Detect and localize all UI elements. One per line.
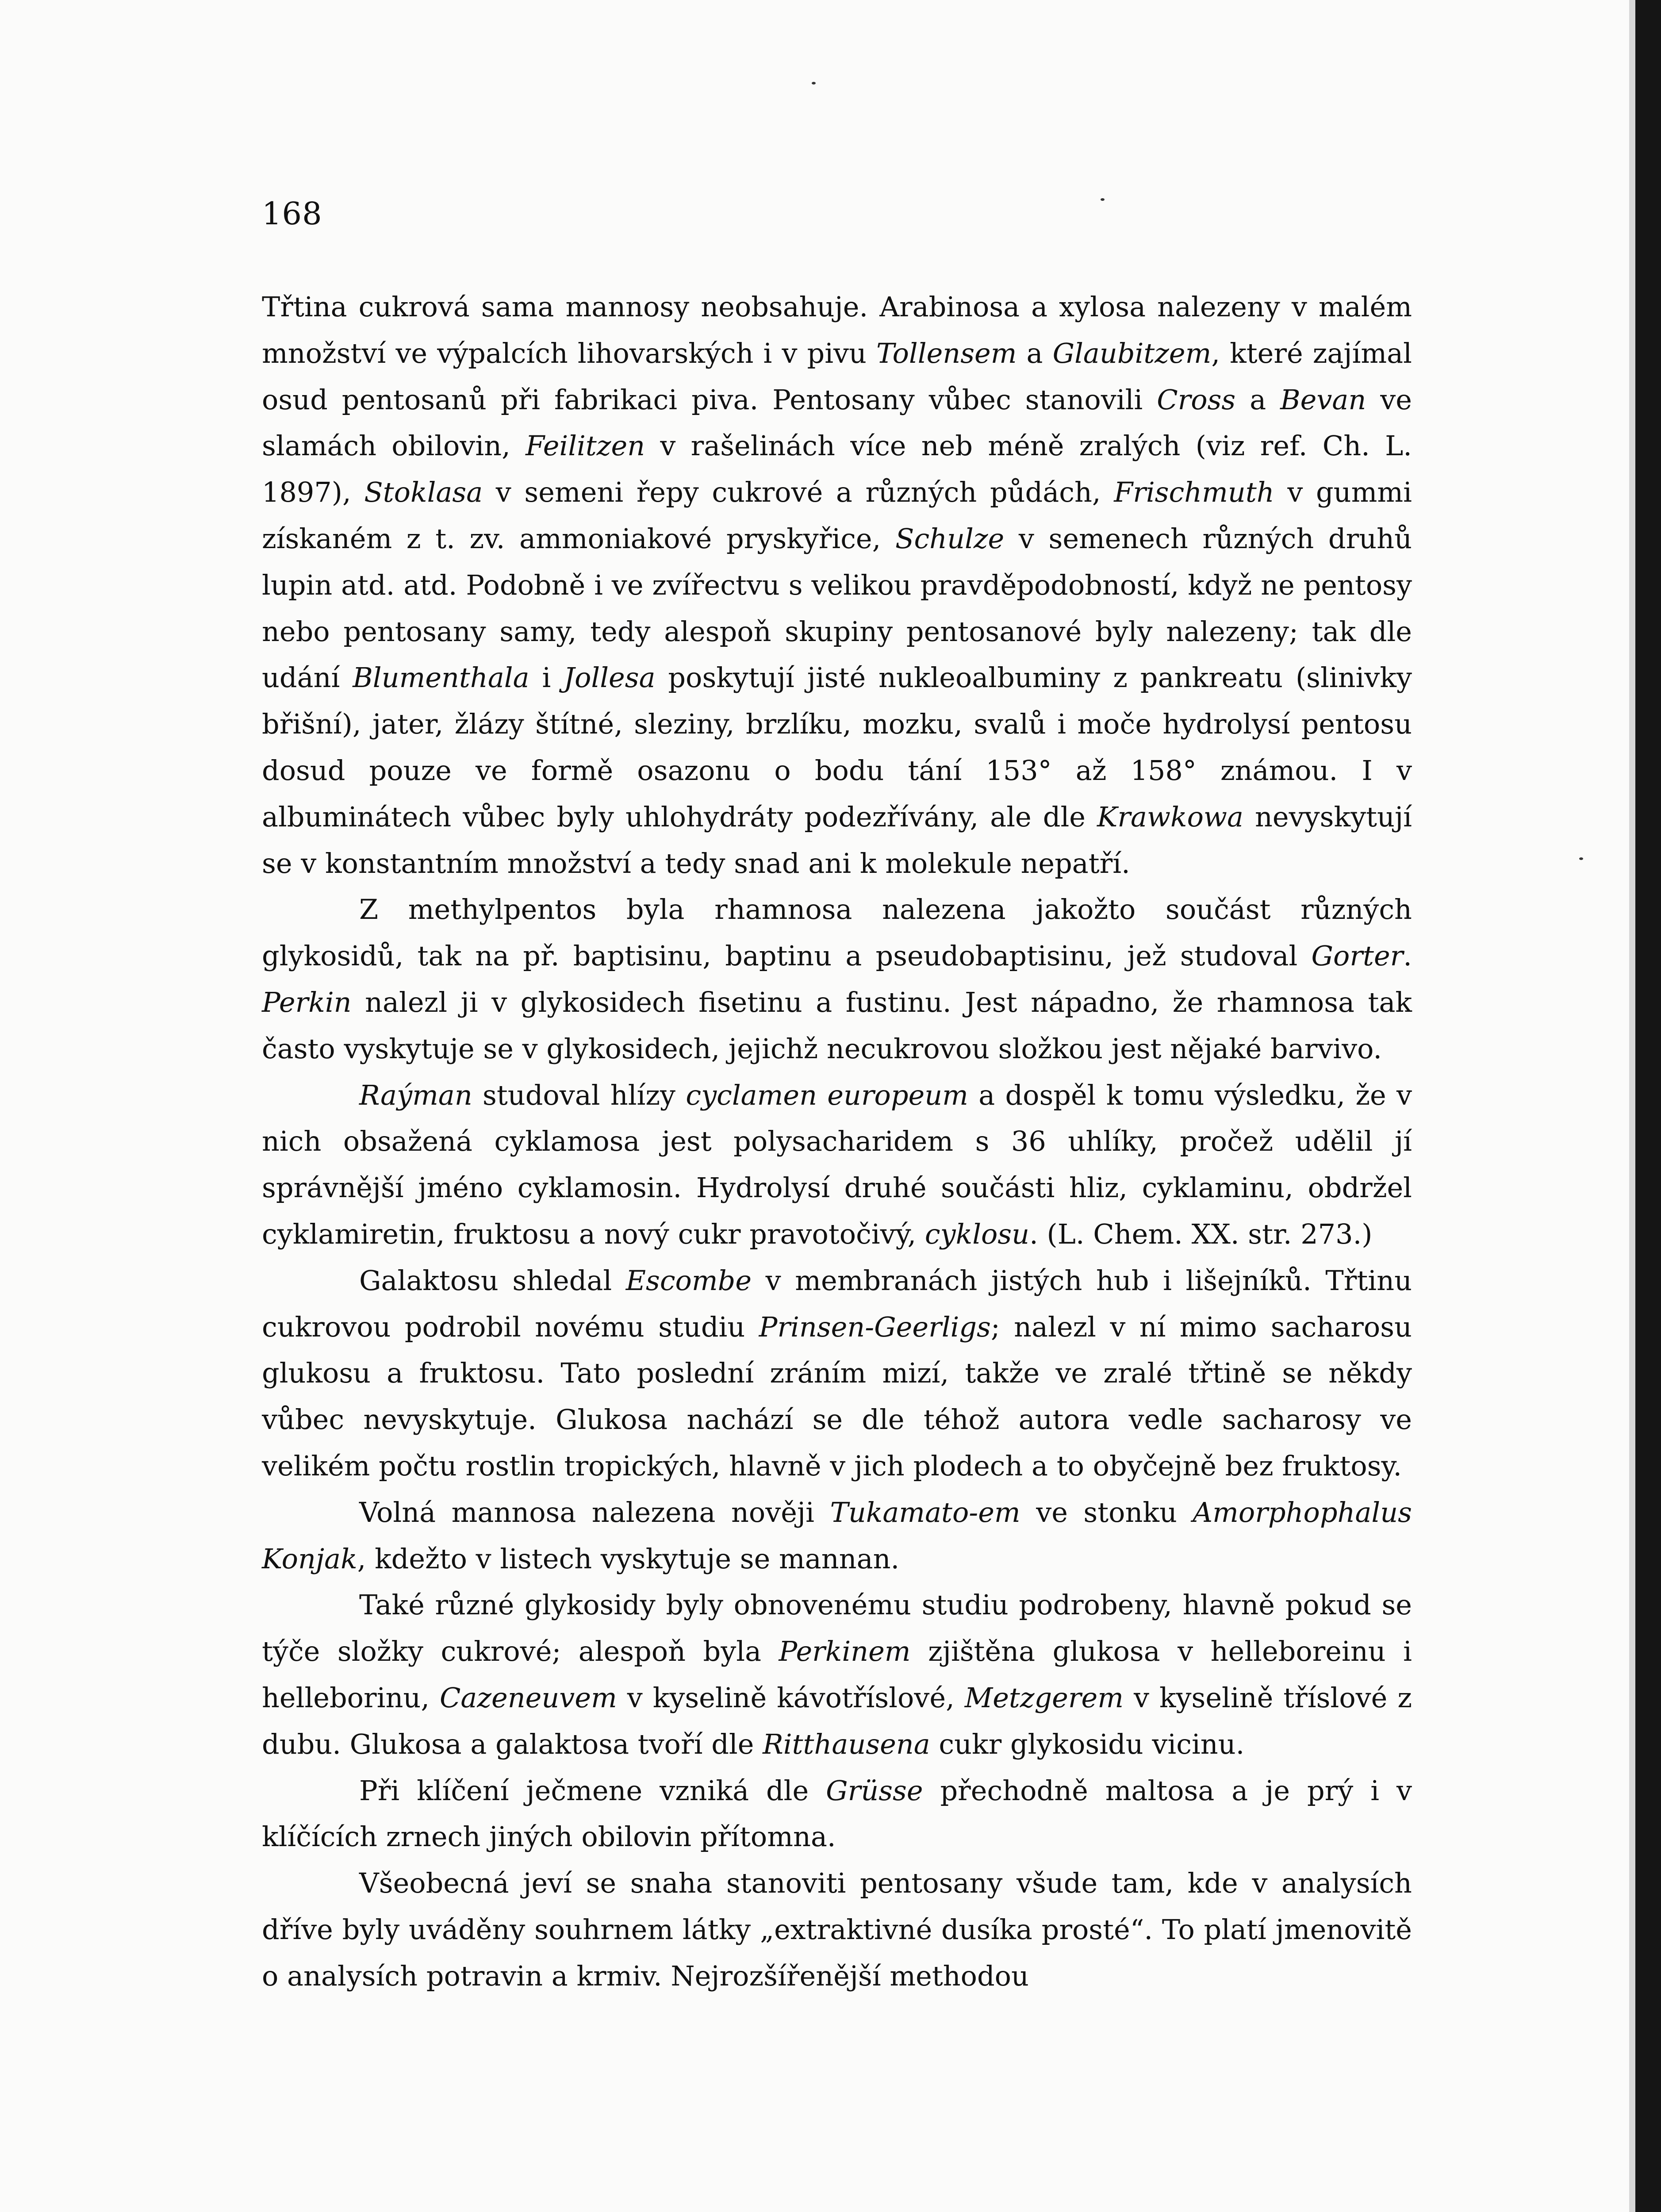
italic-name: cyklosu (924, 1217, 1030, 1250)
paragraph (262, 1490, 1412, 1582)
text-run: Volná mannosa nalezena nověji (359, 1496, 830, 1528)
italic-name: Ritthausena (763, 1728, 930, 1760)
text-run: . (L. Chem. XX. str. 273.) (1029, 1217, 1373, 1250)
italic-name: cyclamen europeum (686, 1079, 968, 1111)
text-run: Při klíčení ječmene vzniká dle (359, 1774, 826, 1807)
text-run: Třtina cukrová sama mannosy neobsahuje. Arabinosa a xylosa nalezeny v malém množství ve výpalcích lihovarských i v pivu (262, 291, 1412, 369)
page-edge-shadow (1629, 0, 1635, 2212)
paragraph (262, 887, 1412, 1072)
italic-name: Grüsse (826, 1774, 923, 1807)
text-run: ve slamách obilovin, (262, 383, 1412, 462)
italic-name: Cross (1157, 383, 1236, 416)
text-run: Také různé glykosidy byly obnovenému studiu podrobeny, hlavně pokud se týče složky cukrové; alespoň byla (262, 1589, 1412, 1668)
italic-name: Perkinem (779, 1635, 911, 1668)
text-run: v kyselině tříslové z dubu. Glukosa a galaktosa tvoří dle (262, 1681, 1412, 1760)
text-run: ; nalezl v ní mimo sacharosu glukosu a fruktosu. Tato poslední zráním mizí, takže ve zralé třtině se někdy vůbec nevyskytuje. Glukosa nachází se dle téhož autora vedle sacharosy ve velikém počtu rostlin tropických, hlavně v jich plodech a to obyčejně bez fruktosy. (262, 1310, 1412, 1482)
text-run: Galaktosu shledal (359, 1264, 626, 1297)
italic-name: Metzgerem (964, 1681, 1124, 1714)
body-text (262, 284, 1412, 1999)
text-run: poskytují jisté nukleoalbuminy z pankreatu (slinivky břišní), jater, žlázy štítné, sleziny, brzlíku, mozku, svalů i moče hydrolysí pentosu dosud pouze ve formě osazonu o bodu tání 153° až 158° známou. I v albuminátech vůbec byly uhlohydráty podezřívány, ale dle (262, 661, 1412, 833)
scan-speck (1579, 857, 1583, 860)
italic-name: Gorter (1311, 940, 1404, 972)
paragraph (262, 284, 1412, 887)
italic-name: Escombe (625, 1264, 752, 1297)
text-run: Všeobecná jeví se snaha stanoviti pentosany všude tam, kde v analysích dříve byly uváděny souhrnem látky „extraktivné dusíka prosté“. To platí jmenovitě o analysích potravin a krmiv. Nejrozšířenější methodou (262, 1867, 1412, 1992)
paragraph (262, 1860, 1412, 1999)
italic-name: Frischmuth (1114, 476, 1274, 509)
text-run: ve stonku (1020, 1496, 1193, 1528)
paragraph (262, 1768, 1412, 1861)
text-run: v membranách jistých hub i lišejníků. Třtinu cukrovou podrobil novému studiu (262, 1264, 1412, 1343)
italic-name: Amorphophalus Konjak (262, 1496, 1412, 1575)
italic-name: Prinsen-Geerligs (759, 1310, 991, 1343)
text-run: i (529, 661, 564, 694)
text-run: v gummi získaném z t. zv. ammoniakové pryskyřice, (262, 476, 1412, 555)
italic-name: Stoklasa (364, 476, 483, 509)
italic-name: Tukamato-em (830, 1496, 1020, 1528)
scan-speck (1101, 198, 1105, 201)
text-run: v semenech různých druhů lupin atd. atd. Podobně i ve zvířectvu s velikou pravděpodobností, když ne pentosy nebo pentosany samy, tedy alespoň skupiny pentosanové byly nalezeny; tak dle udání (262, 522, 1412, 694)
text-run: a dospěl k tomu výsledku, že v nich obsažená cyklamosa jest polysacharidem s 36 uhlíky, pročež udělil jí správnější jméno cyklamosin. Hydrolysí druhé součásti hliz, cyklaminu, obdržel cyklamiretin, fruktosu a nový cukr pravotočivý, (262, 1079, 1412, 1250)
scan-speck (812, 82, 816, 84)
text-run: v rašelinách více neb méně zralých (viz ref. Ch. L. 1897), (262, 430, 1412, 509)
text-run: v semeni řepy cukrové a různých půdách, (483, 476, 1114, 509)
italic-name: Jollesa (564, 661, 656, 694)
paragraph (262, 1072, 1412, 1258)
text-run: přechodně maltosa a je prý i v klíčících zrnech jiných obilovin přítomna. (262, 1774, 1412, 1853)
italic-name: Tollensem (876, 337, 1017, 369)
italic-name: Bevan (1280, 383, 1366, 416)
page-number: 168 (262, 196, 322, 232)
text-run: , kdežto v listech vyskytuje se mannan. (357, 1542, 900, 1575)
text-run: studoval hlízy (472, 1079, 686, 1111)
paragraph (262, 1582, 1412, 1767)
text-run: zjištěna glukosa v helleboreinu i helleborinu, (262, 1635, 1412, 1714)
text-run: nevyskytují se v konstantním množství a tedy snad ani k molekule nepatří. (262, 800, 1412, 879)
page-edge-border (1635, 0, 1661, 2212)
italic-name: Glaubitzem (1052, 337, 1212, 369)
italic-name: Schulze (895, 522, 1005, 555)
italic-name: Cazeneuvem (439, 1681, 617, 1714)
paragraph (262, 1258, 1412, 1490)
text-run: a (1017, 337, 1053, 369)
italic-name: Feilitzen (526, 430, 645, 462)
text-run: a (1235, 383, 1281, 416)
italic-name: Perkin (262, 986, 352, 1018)
italic-name: Raýman (359, 1079, 472, 1111)
text-run: nalezl ji v glykosidech fisetinu a fustinu. Jest nápadno, že rhamnosa tak často vyskytuje se v glykosidech, jejichž necukrovou složkou jest nějaké barvivo. (262, 986, 1412, 1065)
text-run: Z methylpentos byla rhamnosa nalezena jakožto součást různých glykosidů, tak na př. baptisinu, baptinu a pseudobaptisinu, jež studoval (262, 893, 1412, 972)
text-run: cukr glykosidu vicinu. (930, 1728, 1245, 1760)
text-run: v kyselině kávotříslové, (617, 1681, 965, 1714)
text-run: . (1403, 940, 1412, 972)
italic-name: Blumenthala (353, 661, 529, 694)
text-run: , které zajímal osud pentosanů při fabrikaci piva. Pentosany vůbec stanovili (262, 337, 1412, 416)
italic-name: Krawkowa (1097, 800, 1243, 833)
